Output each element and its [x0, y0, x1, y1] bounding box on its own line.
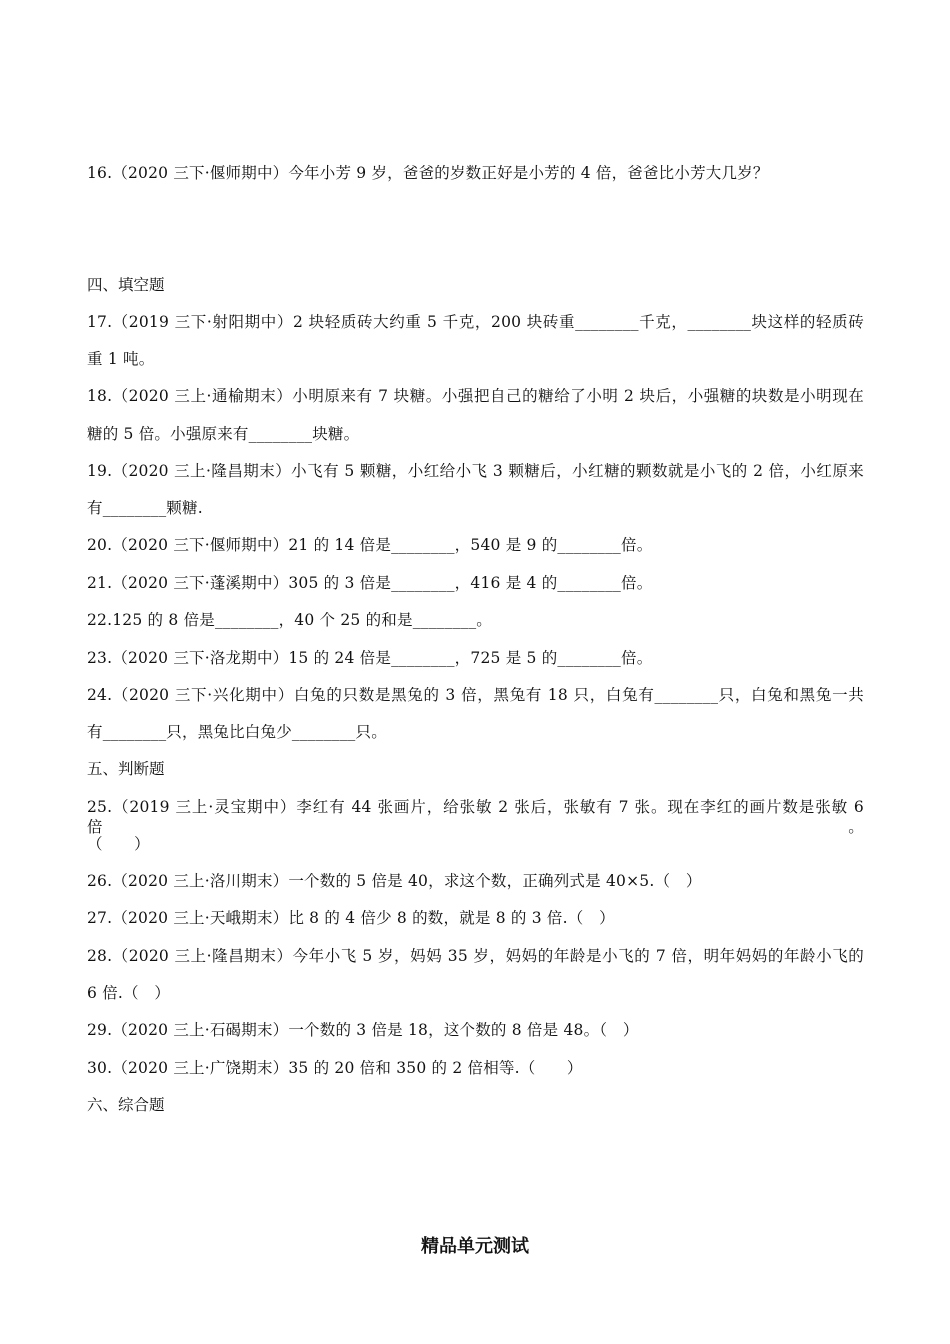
question-18-line-2: 糖的 5 倍。小强原来有________块糖。	[87, 425, 360, 443]
section-heading-comprehensive: 六、综合题	[87, 1096, 165, 1114]
question-26: 26.（2020 三上·洛川期末）一个数的 5 倍是 40，求这个数，正确列式是 40×5.（ ）	[87, 872, 702, 890]
page-footer: 精品单元测试	[421, 1236, 529, 1257]
question-24-line-2: 有________只，黑兔比白兔少________只。	[87, 723, 387, 741]
question-29: 29.（2020 三上·石碣期末）一个数的 3 倍是 18，这个数的 8 倍是 48。（ ）	[87, 1021, 639, 1039]
question-21: 21.（2020 三下·蓬溪期中）305 的 3 倍是________，416 是 4 的________倍。	[87, 574, 653, 592]
question-30: 30.（2020 三上·广饶期末）35 的 20 倍和 350 的 2 倍相等.（ ）	[87, 1059, 583, 1077]
question-19-line-1: 19.（2020 三上·隆昌期末）小飞有 5 颗糖，小红给小飞 3 颗糖后，小红糖的颗数就是小飞的 2 倍，小红原来	[87, 462, 864, 480]
question-16: 16.（2020 三下·偃师期中）今年小芳 9 岁，爸爸的岁数正好是小芳的 4 倍，爸爸比小芳大几岁？	[87, 164, 769, 182]
section-heading-fill-in: 四、填空题	[87, 276, 165, 294]
section-heading-true-false: 五、判断题	[87, 760, 165, 778]
question-25-line-2: （ ）	[87, 835, 150, 853]
question-28-line-1: 28.（2020 三上·隆昌期末）今年小飞 5 岁，妈妈 35 岁，妈妈的年龄是小飞的 7 倍，明年妈妈的年龄小飞的	[87, 947, 864, 965]
question-23: 23.（2020 三下·洛龙期中）15 的 24 倍是________，725 是 5 的________倍。	[87, 649, 653, 667]
question-19-line-2: 有________颗糖.	[87, 499, 203, 517]
question-22: 22.125 的 8 倍是________，40 个 25 的和是________。	[87, 611, 493, 629]
question-28-line-2: 6 倍.（ ）	[87, 984, 171, 1002]
question-18-line-1: 18.（2020 三上·通榆期末）小明原来有 7 块糖。小强把自己的糖给了小明 2 块后，小强糖的块数是小明现在	[87, 387, 864, 405]
question-25-line-1: 25.（2019 三上·灵宝期中）李红有 44 张画片，给张敏 2 张后，张敏有 7 张。现在李红的画片数是张敏 6 倍。	[87, 798, 864, 836]
question-24-line-1: 24.（2020 三下·兴化期中）白兔的只数是黑兔的 3 倍，黑兔有 18 只，白兔有________只，白兔和黑兔一共	[87, 686, 864, 704]
question-27: 27.（2020 三上·天峨期末）比 8 的 4 倍少 8 的数，就是 8 的 3 倍.（ ）	[87, 909, 615, 927]
question-20: 20.（2020 三下·偃师期中）21 的 14 倍是________，540 是 9 的________倍。	[87, 536, 653, 554]
question-17-line-2: 重 1 吨。	[87, 350, 155, 368]
question-17-line-1: 17.（2019 三下·射阳期中）2 块轻质砖大约重 5 千克，200 块砖重________千克，________块这样的轻质砖	[87, 313, 864, 331]
